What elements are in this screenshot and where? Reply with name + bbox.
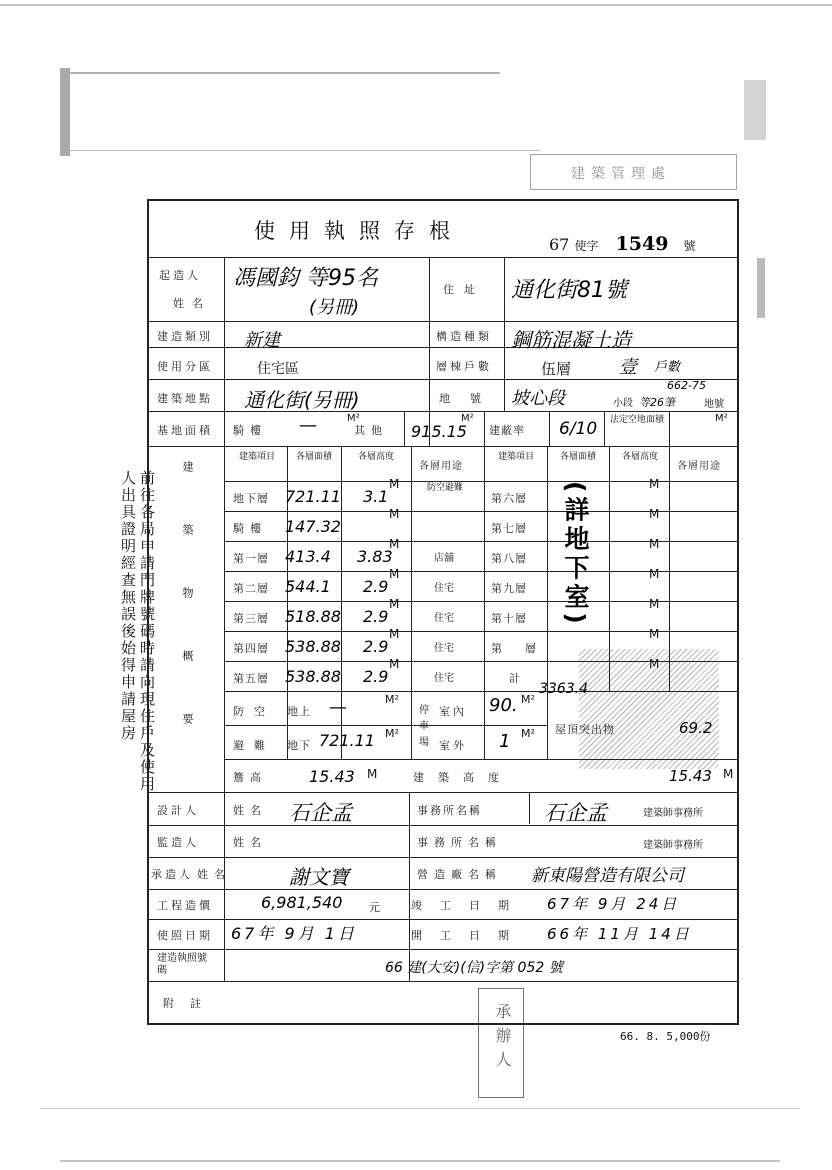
lot-suffix: 地號 bbox=[704, 399, 724, 410]
label-building-column: 建築物概要 bbox=[181, 461, 194, 776]
label-site-lot: 地號 bbox=[439, 392, 501, 405]
eaves-height: 15.43 bbox=[309, 767, 355, 786]
scan-line-2 bbox=[70, 150, 540, 151]
unit-m: M bbox=[389, 537, 400, 551]
total-label: 計 bbox=[509, 672, 523, 685]
permit-text: 66 建(大安)(信)字第 052 號 bbox=[385, 960, 563, 976]
completion-date: 67年 9月 24日 bbox=[547, 895, 680, 913]
upper-floor-label: 第 層 bbox=[491, 642, 542, 655]
upper-floor-label: 第六層 bbox=[491, 492, 527, 505]
unit-m: M bbox=[389, 507, 400, 521]
upper-floor-label: 第八層 bbox=[491, 552, 527, 565]
label-builder: 起造人 bbox=[159, 269, 201, 282]
floor-height: 2.9 bbox=[363, 667, 389, 686]
builder-name: 馮國鈞 等95名 bbox=[233, 266, 378, 291]
col-line bbox=[529, 792, 530, 824]
label-floor-item: 建築項目 bbox=[238, 452, 275, 462]
row-line bbox=[149, 889, 737, 890]
floor-label: 騎樓 bbox=[233, 522, 267, 535]
label-floor-area: 各層面積 bbox=[295, 452, 332, 462]
top-right-stamp bbox=[530, 154, 737, 190]
label-floor-use: 各層用途 bbox=[419, 461, 463, 472]
label-floor-area-right: 各層面積 bbox=[559, 452, 596, 462]
floor-area: 721.11 bbox=[285, 487, 341, 506]
label-other: 其他 bbox=[354, 424, 388, 437]
shelter-below: 721.11 bbox=[319, 731, 375, 750]
footer-print: 66. 8. 5,000份 bbox=[620, 1030, 711, 1043]
unit-m: M bbox=[649, 537, 660, 551]
label-site-location: 建築地點 bbox=[157, 392, 213, 405]
label-floor-height: 各層高度 bbox=[357, 452, 394, 462]
arcade-area: — bbox=[299, 415, 317, 436]
label-completion: 竣工日期 bbox=[411, 899, 527, 912]
label-floor-height-right: 各層高度 bbox=[621, 452, 658, 462]
structure-type: 鋼筋混凝土造 bbox=[511, 328, 631, 352]
label-designer-name: 姓名 bbox=[233, 804, 267, 817]
floor-height: 3.83 bbox=[357, 547, 393, 566]
floor-area: 518.88 bbox=[285, 607, 341, 626]
parking-outdoor: 1 bbox=[499, 731, 511, 752]
row-line bbox=[224, 601, 737, 602]
label-cost: 工程造價 bbox=[157, 899, 213, 912]
start-date: 66年 11月 14日 bbox=[547, 925, 692, 943]
label-company-name: 營造廠名稱 bbox=[417, 868, 502, 881]
row-line bbox=[149, 981, 737, 982]
hatch-area bbox=[579, 649, 719, 769]
unit-m: M bbox=[389, 597, 400, 611]
coverage-ratio: 6/10 bbox=[559, 419, 598, 439]
floor-label: 地下層 bbox=[233, 492, 269, 505]
unit-m: M bbox=[723, 767, 734, 781]
row-line bbox=[149, 825, 737, 826]
supervisor-arch-office: 建築師事務所 bbox=[643, 840, 703, 851]
total-area: 3363.4 bbox=[539, 681, 588, 697]
col-line bbox=[404, 411, 405, 446]
col-line bbox=[411, 446, 412, 759]
label-remarks: 附註 bbox=[163, 997, 217, 1010]
row-line bbox=[149, 411, 737, 412]
shelter-above: — bbox=[329, 697, 347, 718]
row-line bbox=[224, 631, 737, 632]
roof-protrusion: 69.2 bbox=[679, 719, 713, 737]
label-issue-date: 使照日期 bbox=[157, 929, 213, 942]
other-area: 915.15 bbox=[411, 422, 467, 441]
label-office-name: 事務所名稱 bbox=[417, 804, 482, 817]
unit-m: M bbox=[649, 567, 660, 581]
label-designer: 設計人 bbox=[157, 804, 199, 817]
col-line bbox=[604, 411, 605, 446]
floors-count: 伍層 bbox=[541, 360, 572, 378]
label-start-date: 開工日期 bbox=[411, 929, 527, 942]
builder-name-note: (另冊) bbox=[309, 297, 360, 318]
upper-floor-label: 第十層 bbox=[491, 612, 527, 625]
floor-use: 店舖 bbox=[434, 553, 454, 564]
label-coverage: 建蔽率 bbox=[489, 424, 525, 437]
label-supervisor-name: 姓名 bbox=[233, 836, 267, 849]
floor-label: 第一層 bbox=[233, 552, 269, 565]
row-line bbox=[149, 857, 737, 858]
row-line bbox=[149, 321, 737, 322]
unit-m: M bbox=[649, 627, 660, 641]
label-site-area: 基地面積 bbox=[157, 424, 213, 437]
floor-area: 544.1 bbox=[285, 577, 331, 596]
scan-line-3 bbox=[40, 1108, 800, 1109]
cost: 6,981,540 bbox=[261, 893, 343, 912]
unit-m2: M² bbox=[385, 693, 399, 706]
label-build-category: 建造類別 bbox=[157, 330, 213, 343]
issue-date: 67年 9月 1日 bbox=[231, 924, 357, 943]
row-line bbox=[224, 511, 737, 512]
floor-label: 第四層 bbox=[233, 642, 269, 655]
unit-m: M bbox=[649, 657, 660, 671]
label-name: 姓名 bbox=[173, 297, 211, 310]
label-contractor: 承造人 bbox=[151, 868, 193, 881]
top-right-stamp-text: 建築管理處 bbox=[571, 166, 671, 182]
col-line bbox=[549, 411, 550, 446]
lot-number-extra: 等26筆 bbox=[639, 396, 675, 409]
floor-use: 防空避難 bbox=[427, 483, 464, 493]
label-indoor: 室內 bbox=[439, 705, 467, 718]
label-zoning: 使用分區 bbox=[157, 360, 213, 373]
label-supervisor: 監造人 bbox=[157, 836, 199, 849]
label-floors-units: 層棟戶數 bbox=[436, 360, 492, 373]
floor-label: 第五層 bbox=[233, 672, 269, 685]
scan-mark-right bbox=[757, 258, 765, 318]
license-type: 使字 bbox=[574, 239, 599, 253]
label-contractor-name: 姓名 bbox=[197, 868, 231, 881]
unit-m2: M² bbox=[521, 693, 535, 706]
label-permit-no: 建造執照號碼 bbox=[157, 953, 207, 976]
margin-note: 前往各局申請門牌號碼時請向現住戶及使用人出具證明經查無誤後始得申請屋房 bbox=[119, 470, 156, 793]
lot-number: 662-75 bbox=[667, 379, 706, 392]
arch-office-suffix: 建築師事務所 bbox=[643, 808, 703, 819]
row-line bbox=[149, 792, 737, 793]
lot-subsection-label: 小段 bbox=[613, 398, 633, 409]
col-line bbox=[547, 446, 548, 759]
col-line bbox=[484, 446, 485, 759]
floor-label: 第三層 bbox=[233, 612, 269, 625]
unit-m2: M² bbox=[347, 413, 360, 424]
floor-height: 2.9 bbox=[363, 607, 389, 626]
bottom-stamp-text: 承辦人 bbox=[493, 1003, 512, 1075]
scan-blob-right bbox=[744, 80, 766, 140]
unit-m: M bbox=[649, 507, 660, 521]
units: 戶數 bbox=[654, 360, 681, 375]
row-line bbox=[224, 541, 737, 542]
unit-m: M bbox=[389, 657, 400, 671]
floor-height: 2.9 bbox=[363, 637, 389, 656]
unit-m2: M² bbox=[461, 413, 474, 424]
label-building-height: 建築高度 bbox=[413, 771, 513, 784]
col-line bbox=[484, 411, 485, 446]
basement-note: (詳地下室) bbox=[561, 481, 590, 628]
floor-area: 538.88 bbox=[285, 667, 341, 686]
label-floor-item-right: 建築項目 bbox=[497, 452, 534, 462]
label-legal-vacant: 法定空地面積 bbox=[609, 415, 664, 425]
row-line bbox=[149, 379, 737, 380]
designer-office: 石企孟 bbox=[544, 801, 607, 825]
builder-address: 通化街81號 bbox=[511, 278, 627, 303]
row-line bbox=[224, 481, 737, 482]
unit-m: M bbox=[649, 597, 660, 611]
floor-height: 3.1 bbox=[363, 487, 389, 506]
unit-m2: M² bbox=[521, 727, 535, 740]
row-line bbox=[149, 347, 737, 348]
building-count: 壹 bbox=[619, 357, 637, 378]
unit-m2: M² bbox=[385, 727, 399, 740]
cost-unit: 元 bbox=[369, 901, 380, 914]
floor-label: 第二層 bbox=[233, 582, 269, 595]
upper-floor-label: 第七層 bbox=[491, 522, 527, 535]
label-basement-alt: 避難 bbox=[233, 739, 275, 752]
label-parking: 停車場 bbox=[419, 705, 429, 748]
col-line bbox=[504, 257, 505, 411]
lot-section: 坡心段 bbox=[511, 388, 565, 409]
label-eaves-height: 簷高 bbox=[233, 771, 267, 784]
unit-m: M bbox=[389, 477, 400, 491]
upper-floor-label: 第九層 bbox=[491, 582, 527, 595]
label-above-ground: 地上 bbox=[287, 705, 311, 718]
license-suffix: 號 bbox=[683, 239, 696, 253]
col-line bbox=[429, 257, 430, 446]
building-height: 15.43 bbox=[669, 767, 712, 785]
label-arcade: 騎樓 bbox=[233, 424, 267, 437]
unit-m: M bbox=[389, 567, 400, 581]
floor-area: 538.88 bbox=[285, 637, 341, 656]
label-supervisor-office: 事務所名稱 bbox=[417, 836, 502, 849]
col-line bbox=[409, 792, 410, 981]
label-outdoor: 室外 bbox=[439, 739, 467, 752]
unit-m: M bbox=[649, 477, 660, 491]
page-title: 使用執照存根 bbox=[254, 219, 464, 243]
zoning: 住宅區 bbox=[257, 361, 299, 377]
row-line bbox=[149, 446, 737, 447]
contractor-company: 新東陽營造有限公司 bbox=[531, 866, 684, 886]
unit-m: M bbox=[389, 627, 400, 641]
label-roof-protrusion: 屋頂突出物 bbox=[555, 723, 615, 736]
row-line bbox=[224, 725, 548, 726]
license-number-line bbox=[549, 233, 696, 255]
build-category: 新建 bbox=[244, 330, 280, 351]
parking-indoor: 90. bbox=[489, 695, 518, 716]
site-location: 通化街(另冊) bbox=[244, 388, 360, 412]
label-structure-type: 構造種類 bbox=[436, 330, 492, 343]
label-floor-use-right: 各層用途 bbox=[677, 461, 721, 472]
scan-line-1 bbox=[70, 72, 500, 74]
floor-use: 住宅 bbox=[434, 613, 454, 624]
row-line bbox=[149, 949, 737, 950]
bottom-stamp bbox=[478, 988, 524, 1098]
unit-m: M bbox=[367, 767, 378, 781]
unit-m2: M² bbox=[715, 413, 728, 424]
floor-area: 413.4 bbox=[285, 547, 331, 566]
floor-use: 住宅 bbox=[434, 643, 454, 654]
row-line bbox=[149, 919, 737, 920]
license-form bbox=[147, 199, 739, 1025]
label-address: 住址 bbox=[443, 283, 485, 296]
floor-use: 住宅 bbox=[434, 673, 454, 684]
license-number: 1549 bbox=[615, 233, 669, 255]
designer-name: 石企孟 bbox=[289, 801, 352, 825]
floor-use: 住宅 bbox=[434, 583, 454, 594]
row-line bbox=[224, 571, 737, 572]
row-line bbox=[149, 257, 737, 258]
scan-bar-left bbox=[60, 68, 70, 156]
floor-area: 147.32 bbox=[285, 517, 341, 536]
label-shelter: 防空 bbox=[233, 705, 275, 718]
scan-edge-top bbox=[0, 4, 832, 6]
license-prefix: 67 bbox=[549, 235, 570, 254]
floor-height: 2.9 bbox=[363, 577, 389, 596]
label-below-ground: 地下 bbox=[287, 739, 311, 752]
col-line bbox=[669, 411, 670, 446]
scan-line-4 bbox=[60, 1160, 780, 1162]
contractor-name: 謝文寶 bbox=[289, 865, 349, 889]
